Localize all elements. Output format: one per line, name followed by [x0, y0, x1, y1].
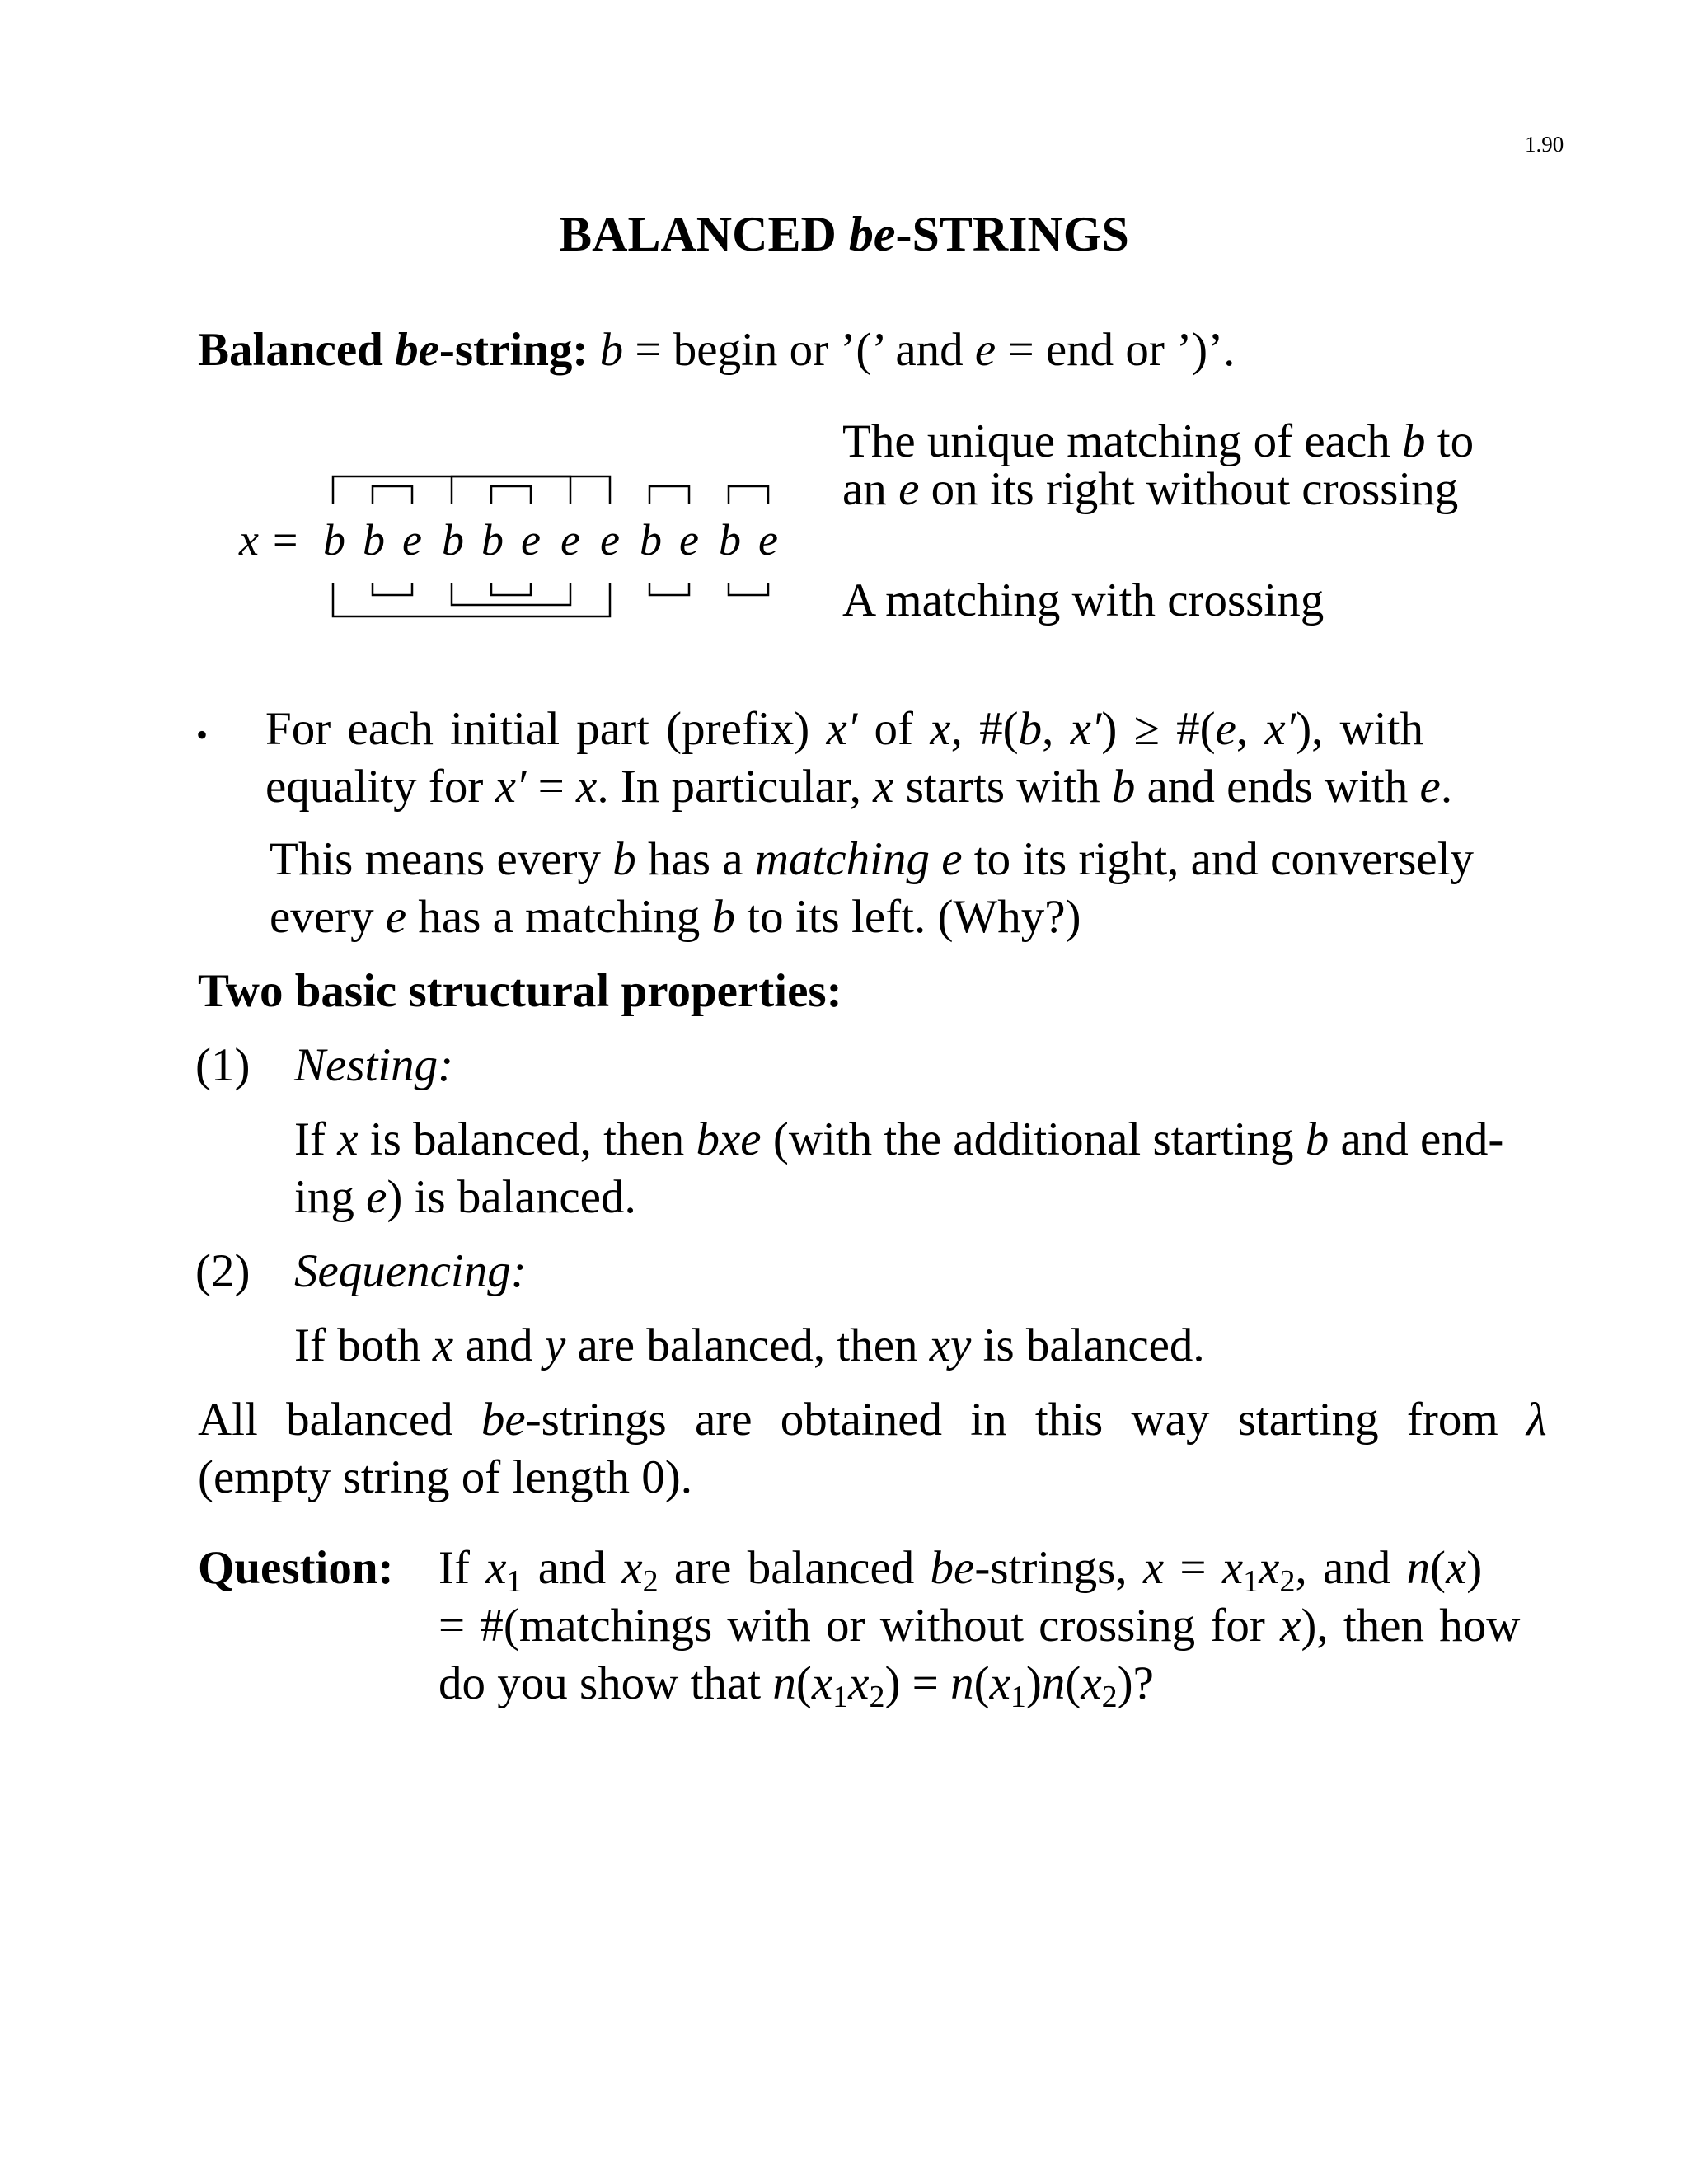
- note-non-crossing: The unique matching of each b to an e on its right without crossing: [842, 415, 1475, 515]
- page-title: BALANCED be-STRINGS: [559, 207, 1129, 261]
- property-1-text: If x is balanced, then bxe (with the additional starting b and end- ing e) is balanced.: [294, 1113, 1504, 1223]
- question-text: If $x_1$ and $x_2$ are balanced be-strings, $x = x_1x_2$, and n(x) = #(matchings with or without crossing for x), then how do you show that $n(x_1x_2) = n(x_1)n(x_2)$?: [438, 1542, 1521, 1714]
- diagram-prefix: x =: [239, 515, 300, 565]
- property-2-name: Sequencing:: [294, 1245, 527, 1297]
- crossing-bracket: [649, 583, 689, 595]
- match-bracket: [333, 476, 610, 504]
- note-crossing: A matching with crossing: [842, 574, 1325, 626]
- diagram-letter: b: [481, 515, 504, 565]
- matching-diagram: [231, 462, 808, 626]
- diagram-letter: e: [402, 515, 422, 565]
- property-2-number: (2): [195, 1245, 251, 1297]
- bullet-paragraph: For each initial part (prefix) x′ of x, #(b, x′) ≥ #(e, x′), with equality for x′ = x. In particular, x starts with b and ends with e.: [265, 703, 1453, 813]
- diagram-letter: e: [679, 515, 699, 565]
- properties-heading: Two basic structural properties:: [198, 965, 842, 1017]
- match-bracket: [729, 486, 768, 504]
- match-bracket: [491, 486, 531, 504]
- diagram-letter: e: [758, 515, 778, 565]
- crossing-bracket: [333, 583, 610, 616]
- page-number: 1.90: [1525, 132, 1564, 157]
- definition-line: Balanced be-string: b = begin or ’(’ and e = end or ’)’.: [198, 324, 1236, 376]
- crossing-bracket: [729, 583, 768, 595]
- property-1-name: Nesting:: [294, 1039, 454, 1091]
- diagram-letter: b: [442, 515, 464, 565]
- diagram-letter: b: [363, 515, 385, 565]
- diagram-letter: b: [640, 515, 662, 565]
- bullet-icon: •: [196, 716, 209, 753]
- crossing-bracket: [491, 583, 531, 595]
- property-1-number: (1): [195, 1039, 251, 1091]
- diagram-letter: e: [521, 515, 541, 565]
- property-2-text: If both x and y are balanced, then xy is balanced.: [294, 1319, 1205, 1371]
- diagram-letter: e: [600, 515, 620, 565]
- summary-paragraph: All balanced be-strings are obtained in this way starting from λ (empty string of length 0).: [198, 1394, 1547, 1503]
- non-crossing-brackets: [333, 476, 768, 504]
- diagram-letter: e: [560, 515, 580, 565]
- match-bracket: [452, 476, 570, 504]
- crossing-bracket: [373, 583, 412, 595]
- diagram-letter: b: [719, 515, 741, 565]
- diagram-letter: b: [323, 515, 345, 565]
- matching-paragraph: This means every b has a matching e to its right, and conversely every e has a matching b to its left. (Why?): [270, 833, 1475, 943]
- match-bracket: [373, 486, 412, 504]
- match-bracket: [649, 486, 689, 504]
- crossing-brackets: [333, 583, 768, 616]
- question-label: Question:: [198, 1542, 394, 1594]
- diagram-letters: [323, 515, 778, 565]
